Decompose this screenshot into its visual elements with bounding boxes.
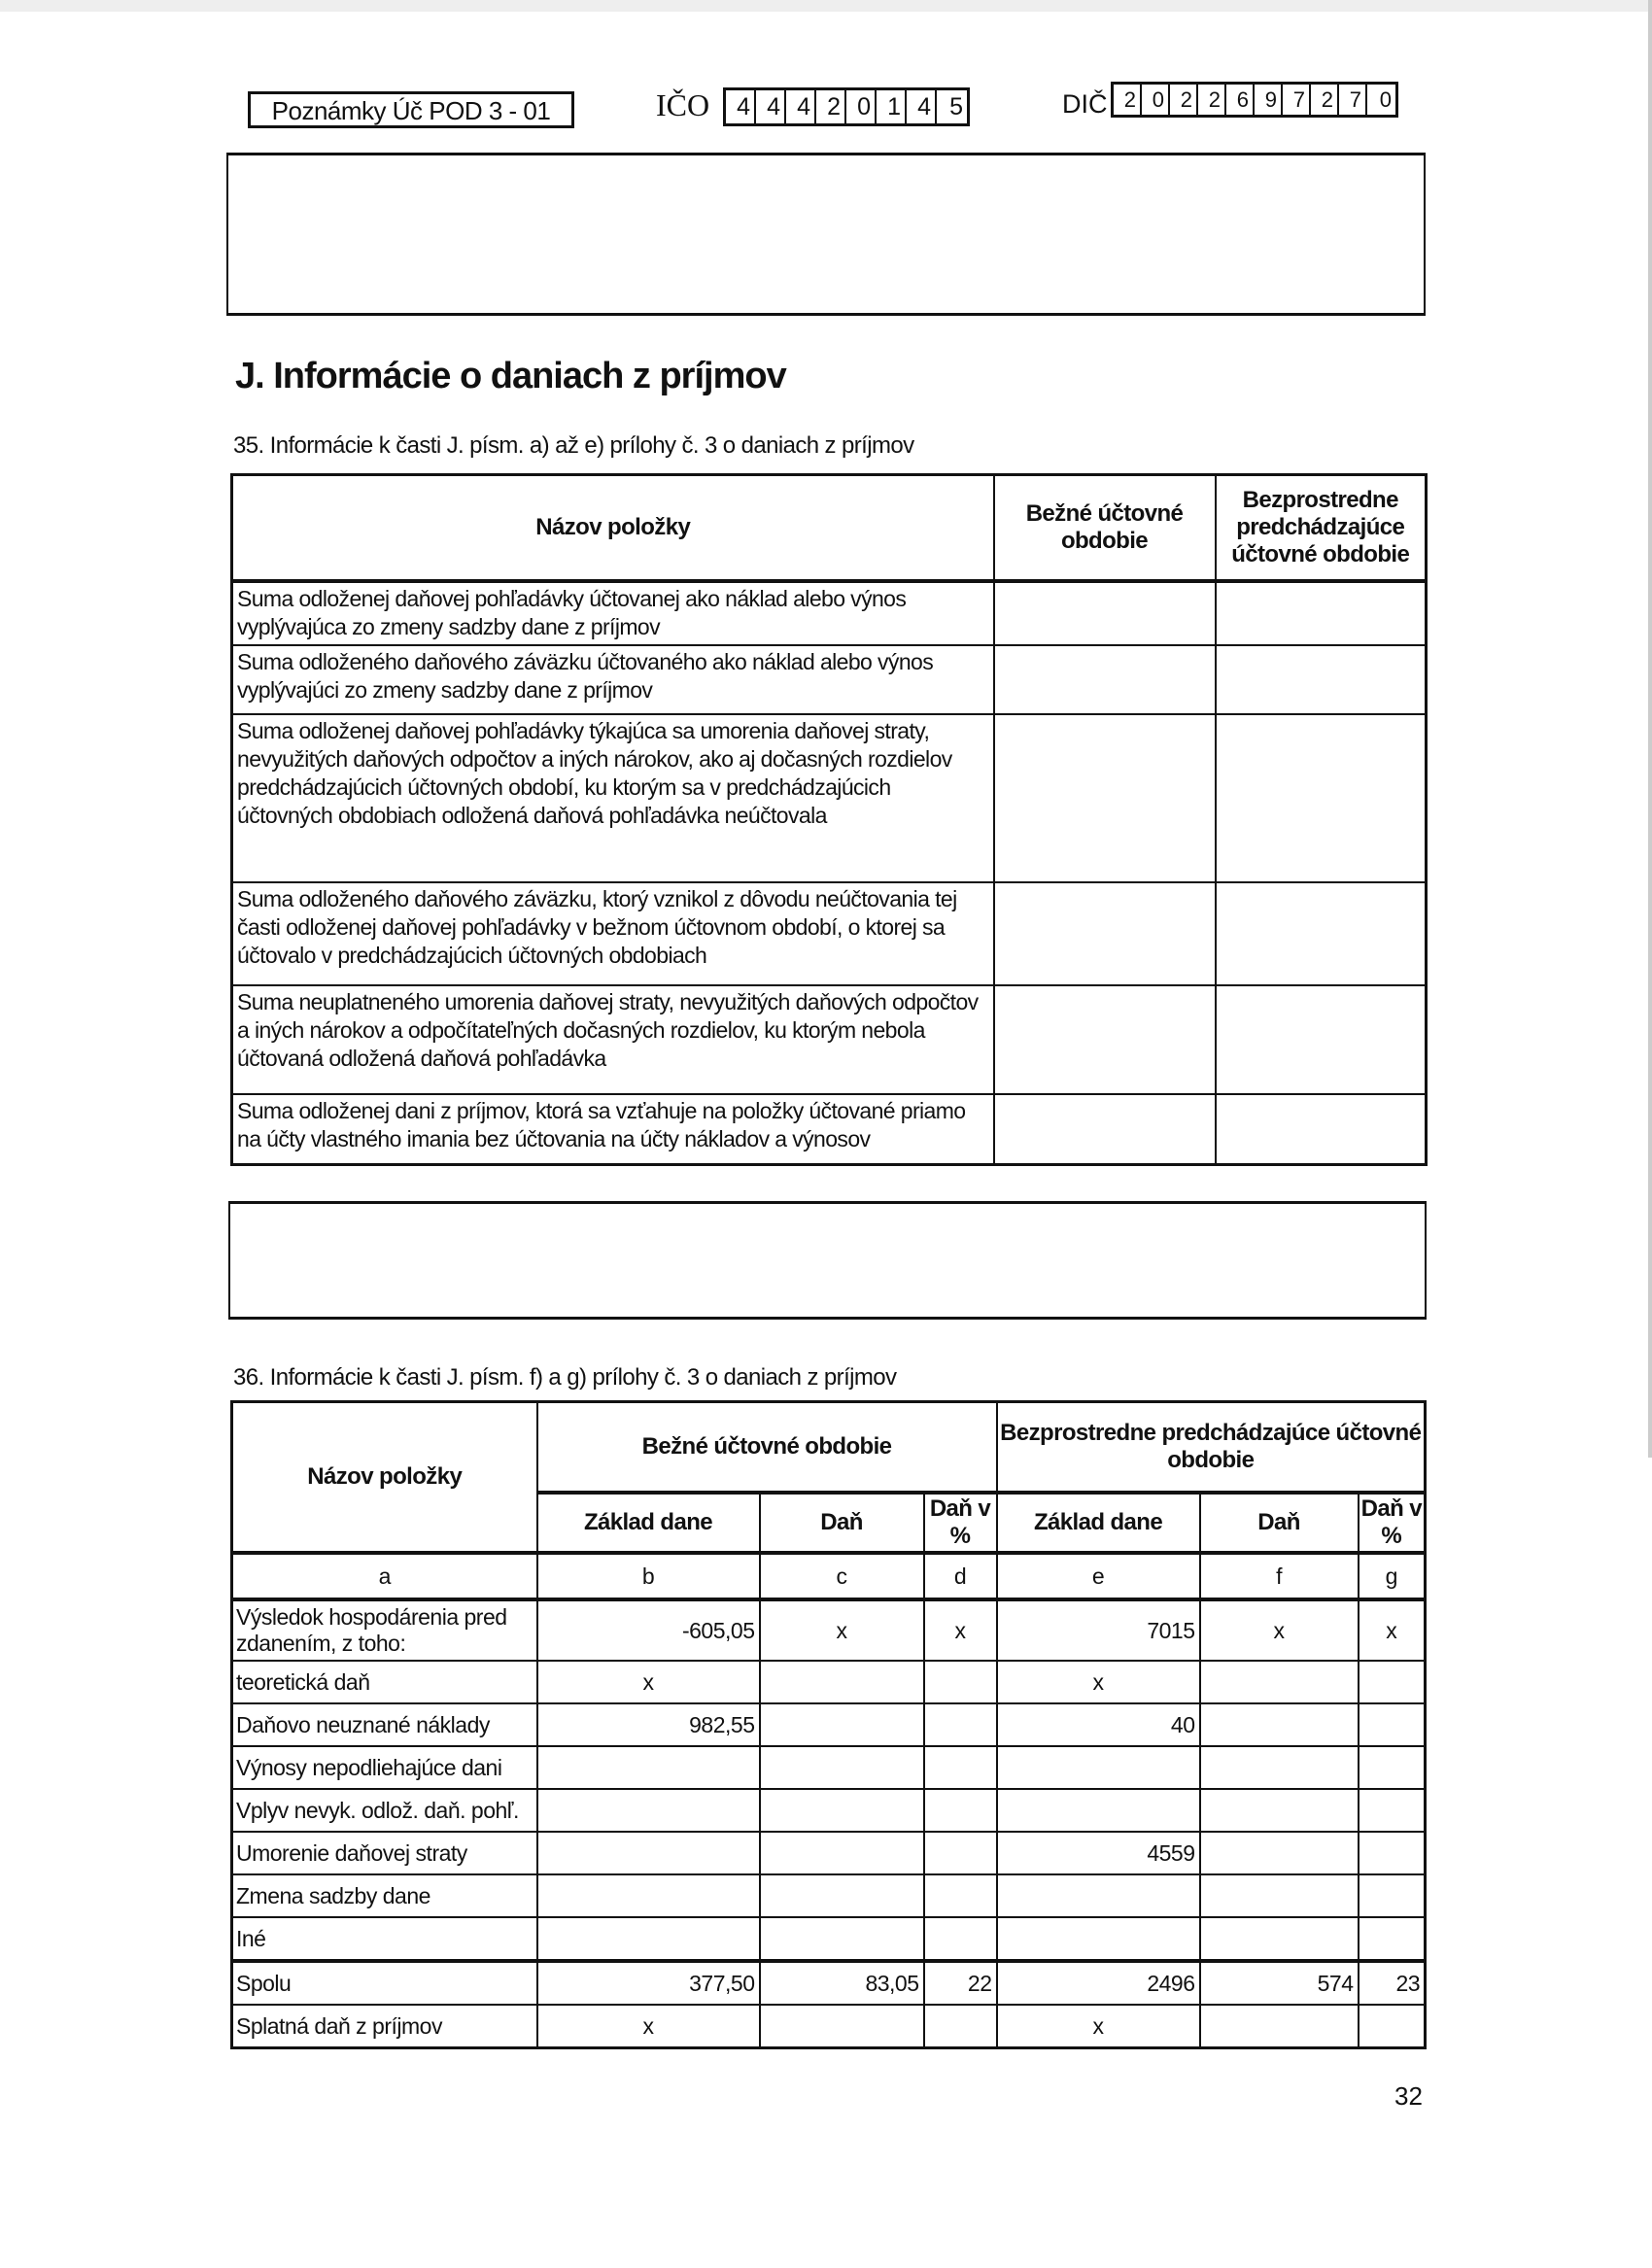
table-row: [232, 1661, 1426, 1703]
cell-d: x: [924, 1599, 997, 1661]
cell-f: x: [1200, 1599, 1359, 1661]
row-label: Suma odloženého daňového záväzku účtovaného ako náklad alebo výnos vyplývajúci zo zmeny sadzby dane z príjmov: [232, 645, 994, 714]
cell-c: [760, 1703, 924, 1746]
dic-digit: 2: [1198, 85, 1226, 115]
dic-digit: 0: [1379, 87, 1392, 112]
cell-g: x: [1359, 1599, 1426, 1661]
row-label: Výnosy nepodliehajúce dani: [232, 1746, 537, 1789]
cell-c: x: [760, 1599, 924, 1661]
cell-c: [760, 1874, 924, 1917]
dic-digit: 2: [1311, 85, 1339, 115]
ico-digit: 4: [726, 90, 756, 123]
ico-label: IČO: [656, 87, 710, 122]
table36-caption: 36. Informácie k časti J. písm. f) a g) prílohy č. 3 o daniach z príjmov: [233, 1364, 897, 1391]
cell-e: 40: [997, 1703, 1200, 1746]
cell-f: 574: [1200, 1961, 1359, 2005]
cell-g: [1359, 1917, 1426, 1961]
cell-g: [1359, 1789, 1426, 1832]
dic-label: DIČ: [1062, 89, 1108, 119]
row-label: Spolu: [232, 1961, 537, 2005]
cell-previous: [1216, 581, 1427, 645]
row-label: Suma odloženého daňového záväzku, ktorý vznikol z dôvodu neúčtovania tej časti odloženej daňovej pohľadávky v bežnom účtovnom období, o ktorej sa účtovalo v predchádzajúcich účtovných obdobiach: [232, 882, 994, 985]
col-letter-a: a: [232, 1553, 537, 1599]
ico-digit: 0: [846, 90, 877, 123]
cell-c: [760, 1789, 924, 1832]
dic-digit: 6: [1226, 85, 1255, 115]
row-label: Suma odloženej daňovej pohľadávky týkajúca sa umorenia daňovej straty, nevyužitých daňových odpočtov a iných nárokov, ako aj dočasných rozdielov predchádzajúcich účtovných období, ku ktorým sa v predchádzajúcich účtovných obdobiach odložená daňová pohľadávka neúčtovala: [232, 714, 994, 882]
table-row: [232, 2005, 1426, 2048]
notes-box-top: [226, 153, 1426, 316]
table-row: [232, 1094, 1427, 1164]
cell-e: [997, 1874, 1200, 1917]
row-label: Suma odloženej daňovej pohľadávky účtovanej ako náklad alebo výnos vyplývajúca zo zmeny sadzby dane z príjmov: [232, 581, 994, 645]
table35-caption: 35. Informácie k časti J. písm. a) až e) prílohy č. 3 o daniach z príjmov: [233, 432, 914, 459]
ico-digit-boxes: [723, 87, 970, 126]
cell-c: 83,05: [760, 1961, 924, 2005]
cell-d: [924, 1661, 997, 1703]
table-row: [232, 1789, 1426, 1832]
col-header-current-period: Bežné účtovné obdobie: [537, 1402, 997, 1494]
table-row: [232, 1917, 1426, 1961]
cell-b: 982,55: [537, 1703, 760, 1746]
dic-digit: 9: [1255, 85, 1283, 115]
cell-previous: [1216, 1094, 1427, 1164]
cell-d: 22: [924, 1961, 997, 2005]
cell-f: [1200, 1703, 1359, 1746]
scan-right-edge: [1648, 0, 1652, 1458]
row-label: Suma neuplatneného umorenia daňovej straty, nevyužitých daňových odpočtov a iných nárokov a odpočítateľných dočasných rozdielov, ku ktorým nebola účtovaná odložená daňová pohľadávka: [232, 985, 994, 1094]
table36: [230, 1400, 1427, 2049]
cell-g: [1359, 1874, 1426, 1917]
cell-d: [924, 1703, 997, 1746]
table-row-total: [232, 1961, 1426, 2005]
section-title: J. Informácie o daniach z príjmov: [235, 356, 786, 396]
cell-b: [537, 1832, 760, 1874]
row-label: Suma odloženej dani z príjmov, ktorá sa vzťahuje na položky účtované priamo na účty vlastného imania bez účtovania na účty nákladov a výnosov: [232, 1094, 994, 1164]
col-letter-e: e: [997, 1553, 1200, 1599]
cell-f: [1200, 1661, 1359, 1703]
cell-d: [924, 1874, 997, 1917]
cell-c: [760, 1661, 924, 1703]
ico-digit: 1: [877, 90, 907, 123]
col-header-previous-period: Bezprostredne predchádzajúce účtovné obdobie: [997, 1402, 1426, 1494]
cell-c: [760, 1832, 924, 1874]
table36-header-row-1: [232, 1402, 1426, 1494]
table-row: [232, 1874, 1426, 1917]
form-code-box: Poznámky Úč POD 3 - 01: [248, 91, 574, 128]
cell-e: x: [997, 2005, 1200, 2048]
table-row: [232, 882, 1427, 985]
cell-current: [994, 985, 1216, 1094]
cell-e: 2496: [997, 1961, 1200, 2005]
row-label: Umorenie daňovej straty: [232, 1832, 537, 1874]
cell-g: [1359, 1832, 1426, 1874]
col-letter-b: b: [537, 1553, 760, 1599]
cell-g: [1359, 1746, 1426, 1789]
ico-digit: 4: [786, 90, 816, 123]
table35-header-row: [232, 475, 1427, 582]
cell-c: [760, 1746, 924, 1789]
dic-digit: 2: [1170, 85, 1198, 115]
cell-current: [994, 714, 1216, 882]
cell-g: [1359, 1703, 1426, 1746]
table-row: [232, 1832, 1426, 1874]
col-letter-d: d: [924, 1553, 997, 1599]
cell-previous: [1216, 985, 1427, 1094]
col-header-name: Názov položky: [232, 1402, 537, 1554]
cell-e: [997, 1917, 1200, 1961]
cell-f: [1200, 1789, 1359, 1832]
table-row: [232, 985, 1427, 1094]
col-header-current: Bežné účtovné obdobie: [994, 475, 1216, 582]
ico-digit: 2: [816, 90, 846, 123]
col-header-taxpct-current: Daň v %: [924, 1493, 997, 1553]
cell-f: [1200, 1874, 1359, 1917]
col-header-taxpct-previous: Daň v %: [1359, 1493, 1426, 1553]
cell-c: [760, 1917, 924, 1961]
cell-b: [537, 1789, 760, 1832]
dic-digit-boxes: [1111, 82, 1398, 118]
cell-e: [997, 1746, 1200, 1789]
page-number: 32: [1394, 2081, 1423, 2111]
row-label: Vplyv nevyk. odlož. daň. pohľ.: [232, 1789, 537, 1832]
cell-f: [1200, 2005, 1359, 2048]
cell-d: [924, 1832, 997, 1874]
cell-d: [924, 2005, 997, 2048]
cell-g: [1359, 1661, 1426, 1703]
cell-b: -605,05: [537, 1599, 760, 1661]
cell-b: [537, 1746, 760, 1789]
cell-e: [997, 1789, 1200, 1832]
col-header-tax-current: Daň: [760, 1493, 924, 1553]
dic-digit: 7: [1339, 85, 1367, 115]
cell-f: [1200, 1832, 1359, 1874]
cell-b: x: [537, 1661, 760, 1703]
cell-g: 23: [1359, 1961, 1426, 2005]
cell-d: [924, 1917, 997, 1961]
cell-b: [537, 1917, 760, 1961]
col-letter-f: f: [1200, 1553, 1359, 1599]
col-header-base-previous: Základ dane: [997, 1493, 1200, 1553]
scan-top-edge: [0, 0, 1652, 12]
row-label: Daňovo neuznané náklady: [232, 1703, 537, 1746]
column-letters-row: [232, 1553, 1426, 1599]
ico-digit: 4: [756, 90, 786, 123]
ico-digit: 4: [907, 90, 937, 123]
ico-digit: 5: [949, 93, 963, 120]
table-row: [232, 714, 1427, 882]
cell-current: [994, 1094, 1216, 1164]
cell-current: [994, 882, 1216, 985]
cell-e: 4559: [997, 1832, 1200, 1874]
cell-current: [994, 645, 1216, 714]
table-row: [232, 645, 1427, 714]
cell-g: [1359, 2005, 1426, 2048]
notes-box-middle: [228, 1201, 1427, 1320]
row-label: Zmena sadzby dane: [232, 1874, 537, 1917]
col-letter-c: c: [760, 1553, 924, 1599]
col-header-tax-previous: Daň: [1200, 1493, 1359, 1553]
col-header-base-current: Základ dane: [537, 1493, 760, 1553]
cell-b: 377,50: [537, 1961, 760, 2005]
cell-previous: [1216, 882, 1427, 985]
row-label: Splatná daň z príjmov: [232, 2005, 537, 2048]
table-row: [232, 581, 1427, 645]
col-header-previous: Bezprostredne predchádzajúce účtovné obdobie: [1216, 475, 1427, 582]
cell-d: [924, 1746, 997, 1789]
row-label: Výsledok hospodárenia pred zdanením, z toho:: [232, 1599, 537, 1661]
cell-f: [1200, 1746, 1359, 1789]
cell-b: [537, 1874, 760, 1917]
cell-current: [994, 581, 1216, 645]
col-header-name: Názov položky: [232, 475, 994, 582]
col-letter-g: g: [1359, 1553, 1426, 1599]
cell-e: x: [997, 1661, 1200, 1703]
table-row: [232, 1703, 1426, 1746]
table-row: [232, 1746, 1426, 1789]
table-row: [232, 1599, 1426, 1661]
cell-previous: [1216, 645, 1427, 714]
cell-f: [1200, 1917, 1359, 1961]
cell-e: 7015: [997, 1599, 1200, 1661]
dic-digit: 7: [1283, 85, 1311, 115]
dic-digit: 0: [1142, 85, 1170, 115]
cell-d: [924, 1789, 997, 1832]
dic-digit: 2: [1114, 85, 1142, 115]
row-label: teoretická daň: [232, 1661, 537, 1703]
table35: [230, 473, 1428, 1166]
row-label: Iné: [232, 1917, 537, 1961]
cell-previous: [1216, 714, 1427, 882]
cell-c: [760, 2005, 924, 2048]
cell-b: x: [537, 2005, 760, 2048]
